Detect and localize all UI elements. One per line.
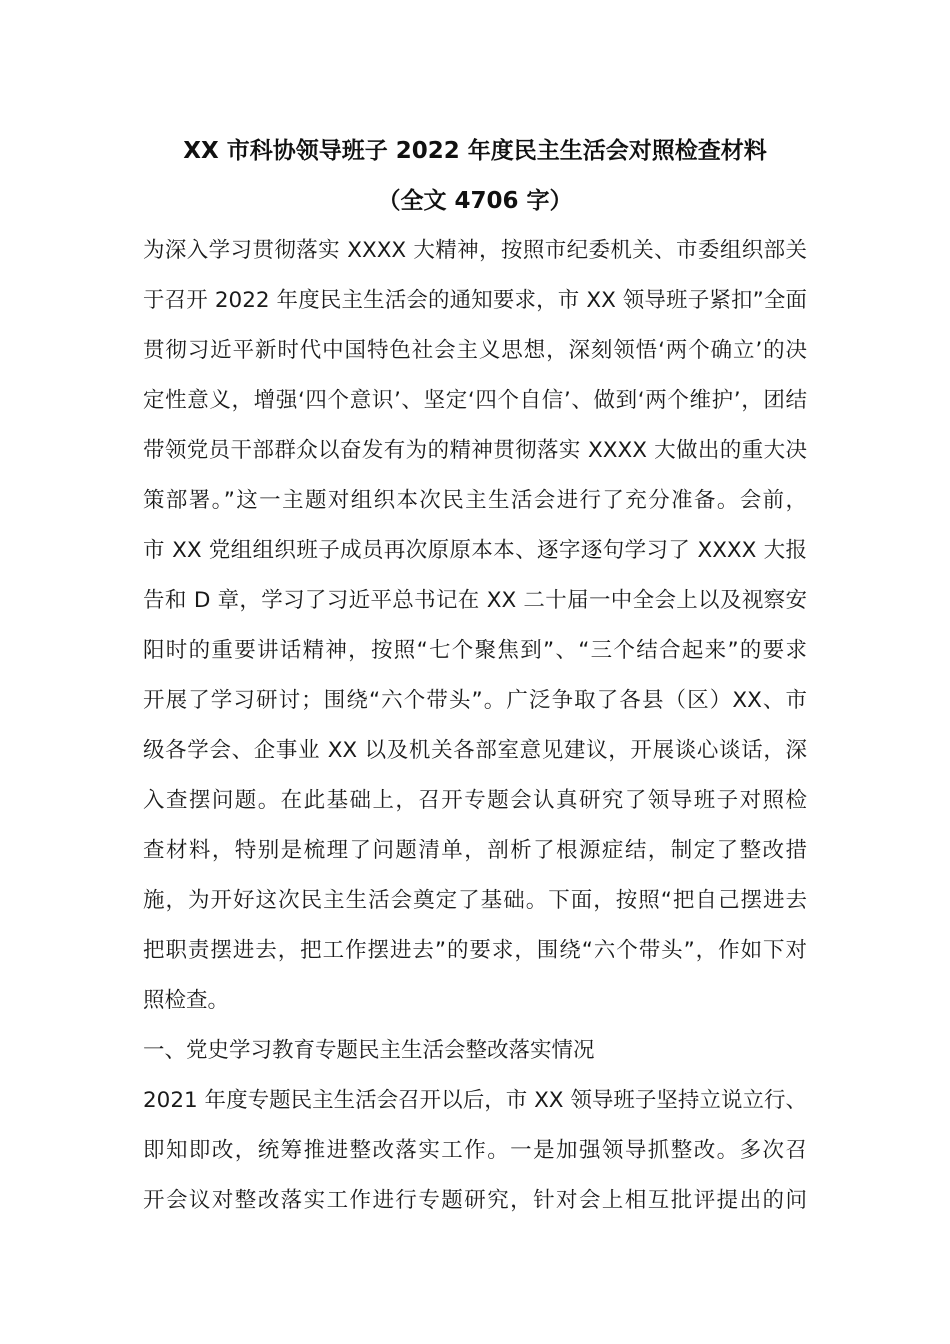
text-line: 查材料，特别是梳理了问题清单，剖析了根源症结，制定了整改措 [143,838,807,863]
text-line: 贯彻习近平新时代中国特色社会主义思想，深刻领悟‘两个确立’的决 [143,338,807,363]
text-line: 阳时的重要讲话精神，按照“七个聚焦到”、“三个结合起来”的要求 [143,638,807,663]
text-line: 市 XX 党组组织班子成员再次原原本本、逐字逐句学习了 XXXX 大报 [143,538,807,563]
text-line: 开展了学习研讨；围绕“六个带头”。广泛争取了各县（区）XX、市 [143,688,807,713]
document-title: XX 市科协领导班子 2022 年度民主生活会对照检查材料 [183,138,767,164]
text-line: 定性意义，增强‘四个意识’、坚定‘四个自信’、做到‘两个维护’，团结 [143,388,807,413]
text-line: 于召开 2022 年度民主生活会的通知要求，市 XX 领导班子紧扣”全面 [143,288,807,313]
document-word-count: （全文 4706 字） [377,188,573,214]
text-line: 策部署。”这一主题对组织本次民主生活会进行了充分准备。会前， [143,488,807,513]
text-line: 级各学会、企事业 XX 以及机关各部室意见建议，开展谈心谈话，深 [143,738,807,763]
text-line: 照检查。 [143,988,230,1013]
text-line: 把职责摆进去，把工作摆进去”的要求，围绕“六个带头”，作如下对 [143,938,807,963]
text-line: 告和 D 章，学习了习近平总书记在 XX 二十届一中全会上以及视察安 [143,588,807,613]
text-line: 开会议对整改落实工作进行专题研究，针对会上相互批评提出的问 [143,1188,807,1213]
text-line: 施，为开好这次民主生活会奠定了基础。下面，按照“把自己摆进去 [143,888,807,913]
text-line: 带领党员干部群众以奋发有为的精神贯彻落实 XXXX 大做出的重大决 [143,438,807,463]
text-line: 即知即改，统筹推进整改落实工作。一是加强领导抓整改。多次召 [143,1138,807,1163]
section-heading: 一、党史学习教育专题民主生活会整改落实情况 [143,1038,595,1063]
text-line: 2021 年度专题民主生活会召开以后，市 XX 领导班子坚持立说立行、 [143,1088,807,1113]
text-line: 为深入学习贯彻落实 XXXX 大精神，按照市纪委机关、市委组织部关 [143,238,807,263]
text-line: 入查摆问题。在此基础上，召开专题会认真研究了领导班子对照检 [143,788,807,813]
